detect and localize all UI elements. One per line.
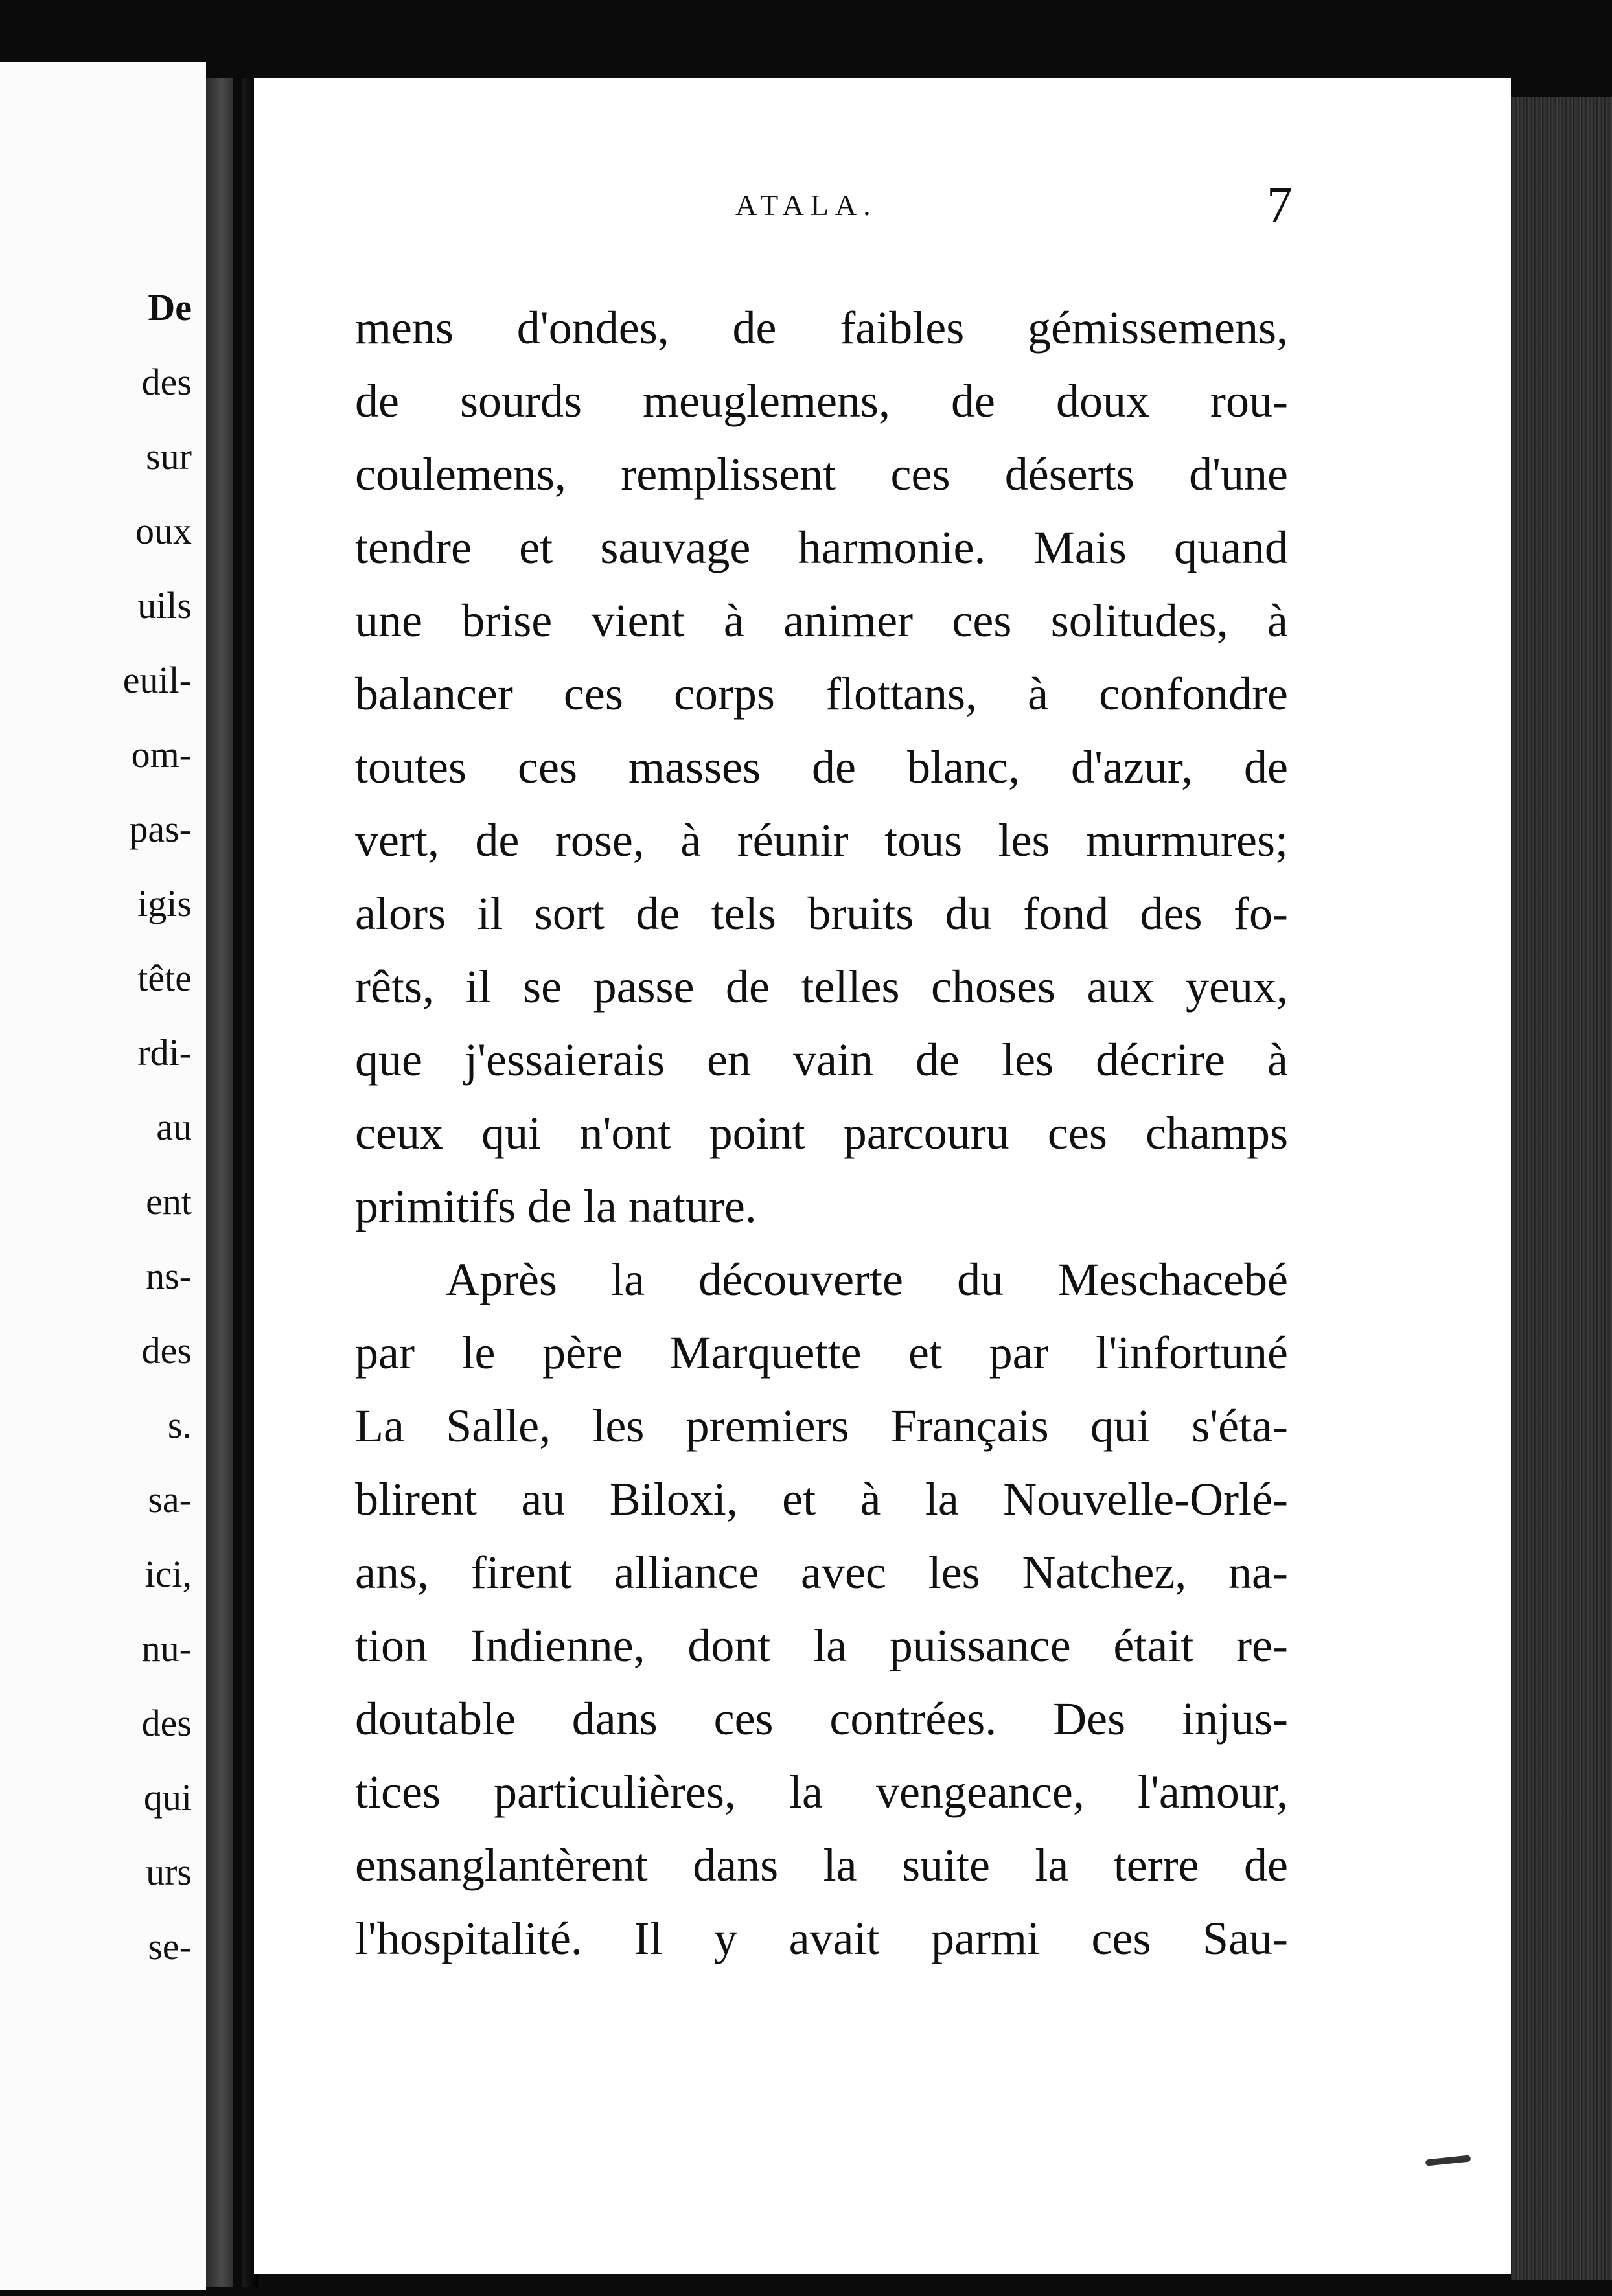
text-line: ceux qui n'ont point parcouru ces champs — [355, 1107, 1288, 1159]
left-page-line: sa- — [148, 1478, 192, 1521]
left-page-line: rdi- — [137, 1031, 192, 1073]
left-page-line: uils — [137, 584, 192, 626]
text-line: rêts, il se passe de telles choses aux yeux, — [355, 961, 1288, 1013]
running-head: ATALA. — [735, 189, 877, 222]
text-line: Après la découverte du Meschacebé — [446, 1254, 1288, 1305]
text-line: que j'essaierais en vain de les décrire à — [355, 1034, 1288, 1086]
left-page-line: tête — [137, 957, 192, 999]
text-line: balancer ces corps flottans, à confondre — [355, 668, 1288, 720]
left-page-line: des — [141, 1702, 192, 1744]
left-page-line: au — [156, 1106, 192, 1148]
text-line: blirent au Biloxi, et à la Nouvelle-Orlé- — [355, 1473, 1288, 1525]
text-line: ans, firent alliance avec les Natchez, na- — [355, 1546, 1288, 1598]
left-page-line: urs — [146, 1851, 192, 1893]
left-page-line: oux — [135, 510, 192, 552]
text-line: mens d'ondes, de faibles gémissemens, — [355, 302, 1288, 354]
left-page-fragment — [0, 62, 206, 2290]
page-edges — [1511, 97, 1612, 2280]
text-line: l'hospitalité. Il y avait parmi ces Sau- — [355, 1912, 1288, 1964]
left-page-line: ent — [146, 1180, 192, 1223]
text-line: tendre et sauvage harmonie. Mais quand — [355, 522, 1288, 573]
book-gutter — [206, 78, 258, 2287]
text-line: alors il sort de tels bruits du fond des fo- — [355, 888, 1288, 939]
left-page-line: euil- — [122, 659, 192, 701]
text-line: La Salle, les premiers Français qui s'éta- — [355, 1400, 1288, 1452]
text-line: ensanglantèrent dans la suite la terre de — [355, 1839, 1288, 1891]
left-page-line: om- — [131, 733, 192, 775]
text-line: doutable dans ces contrées. Des injus- — [355, 1693, 1288, 1745]
left-page-line: pas- — [129, 808, 192, 850]
text-line: par le père Marquette et par l'infortuné — [355, 1327, 1288, 1379]
body-text — [355, 292, 1288, 1975]
text-line: de sourds meuglemens, de doux rou- — [355, 375, 1288, 427]
text-line: coulemens, remplissent ces déserts d'une — [355, 448, 1288, 500]
left-page-line: se- — [148, 1925, 192, 1968]
text-line: une brise vient à animer ces solitudes, à — [355, 595, 1288, 647]
left-page-line: ici, — [144, 1553, 192, 1595]
left-page-line: De — [148, 286, 192, 328]
text-line: vert, de rose, à réunir tous les murmures; — [355, 814, 1288, 866]
left-page-line: qui — [143, 1776, 192, 1819]
gutter-shadow — [233, 78, 242, 2287]
left-page-line: nu- — [141, 1627, 192, 1670]
page-number: 7 — [1267, 177, 1293, 234]
text-line: primitifs de la nature. — [355, 1180, 757, 1232]
left-page-line: s. — [167, 1404, 192, 1446]
text-line: tices particulières, la vengeance, l'amour, — [355, 1766, 1288, 1818]
text-line: tion Indienne, dont la puissance était re- — [355, 1620, 1288, 1671]
left-page-line: sur — [146, 435, 192, 477]
text-line: toutes ces masses de blanc, d'azur, de — [355, 741, 1288, 793]
left-page-line: ns- — [146, 1255, 192, 1297]
left-page-line: des — [141, 361, 192, 403]
left-page-line: des — [141, 1329, 192, 1372]
left-page-line: igis — [137, 882, 192, 924]
